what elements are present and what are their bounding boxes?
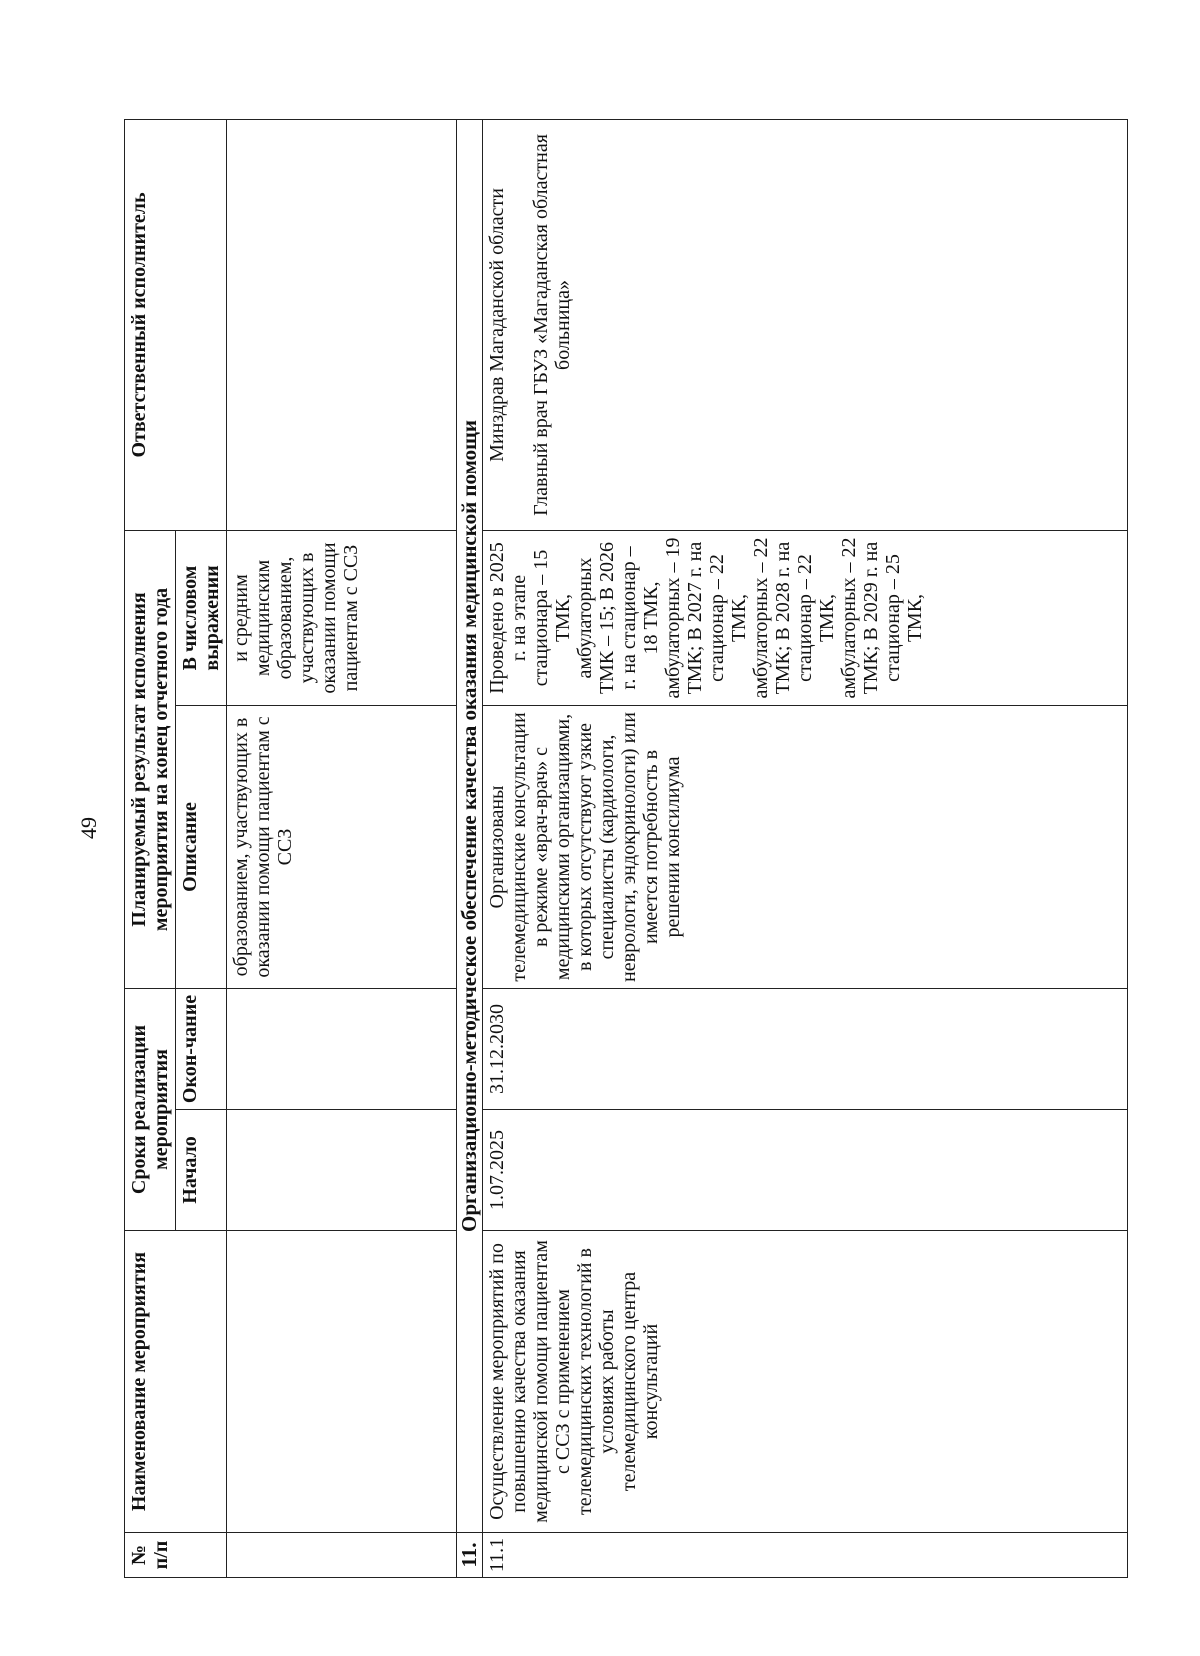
row-responsible [483, 119, 1128, 530]
header-numeric: В числовом выражении [176, 530, 227, 705]
cont-start-cell [227, 1110, 457, 1231]
continuation-row [227, 119, 457, 1577]
cont-responsible-cell [227, 119, 457, 530]
row-description: Организованы телемедицинские консультации в режиме «врач-врач» с медицинскими организациями, в которых отсутствуют узкие специалисты (кардиологи, неврологи, эндокринологи) или имеется потребность в решении консилиума [483, 705, 1128, 988]
cont-description: образованием, участвующих в оказании помощи пациентам с ССЗ [227, 705, 457, 988]
header-description: Описание [176, 705, 227, 988]
row-start: 1.07.2025 [483, 1110, 1128, 1231]
row-number: 11.1 [483, 1533, 1128, 1578]
row-numeric: Проведено в 2025 г. на этапе стационара – 15 ТМК, амбулаторных ТМК – 15; В 2026 г. на стационар – 18 ТМК, амбулаторных – 19 ТМК; В 2027 г. на стационар – 22 ТМК, амбулаторных – 22 ТМК; В 2028 г. на стационар – 22 ТМК, амбулаторных – 22 ТМК; В 2029 г. на стационар – 25 ТМК, [483, 530, 1128, 705]
header-row-1 [125, 119, 176, 1577]
section-title: Организационно-методическое обеспечение качества оказания медицинской помощи [457, 119, 483, 1532]
row-name: Осуществление мероприятий по повышению качества оказания медицинской помощи пациентам с ССЗ с применением телемедицинских технологий в условиях работы телемедицинского центра консультаций [483, 1231, 1128, 1533]
header-responsible: Ответственный исполнитель [125, 119, 227, 530]
header-dates: Сроки реализации мероприятия [125, 988, 176, 1230]
header-start: Начало [176, 1110, 227, 1231]
cont-end-cell [227, 988, 457, 1109]
section-number: 11. [457, 1533, 483, 1578]
header-result: Планируемый результат исполнения мероприятия на конец отчетного года [125, 530, 176, 988]
activities-table [124, 119, 1128, 1578]
cont-number-cell [227, 1533, 457, 1578]
responsible-ministry: Минздрав Магаданской области [486, 188, 509, 462]
header-name: Наименование мероприятия [125, 1231, 227, 1533]
section-row [457, 119, 483, 1577]
page-number: 49 [76, 817, 101, 839]
table-row [483, 119, 1128, 1577]
cont-numeric: и средним медицинским образованием, участвующих в оказании помощи пациентам с ССЗ [227, 530, 457, 705]
header-number: № п/п [125, 1533, 227, 1578]
row-end: 31.12.2030 [483, 988, 1128, 1109]
cont-name-cell [227, 1231, 457, 1533]
responsible-chief-doctor: Главный врач ГБУЗ «Магаданская областная больница» [530, 134, 575, 516]
header-end: Окон-чание [176, 988, 227, 1109]
